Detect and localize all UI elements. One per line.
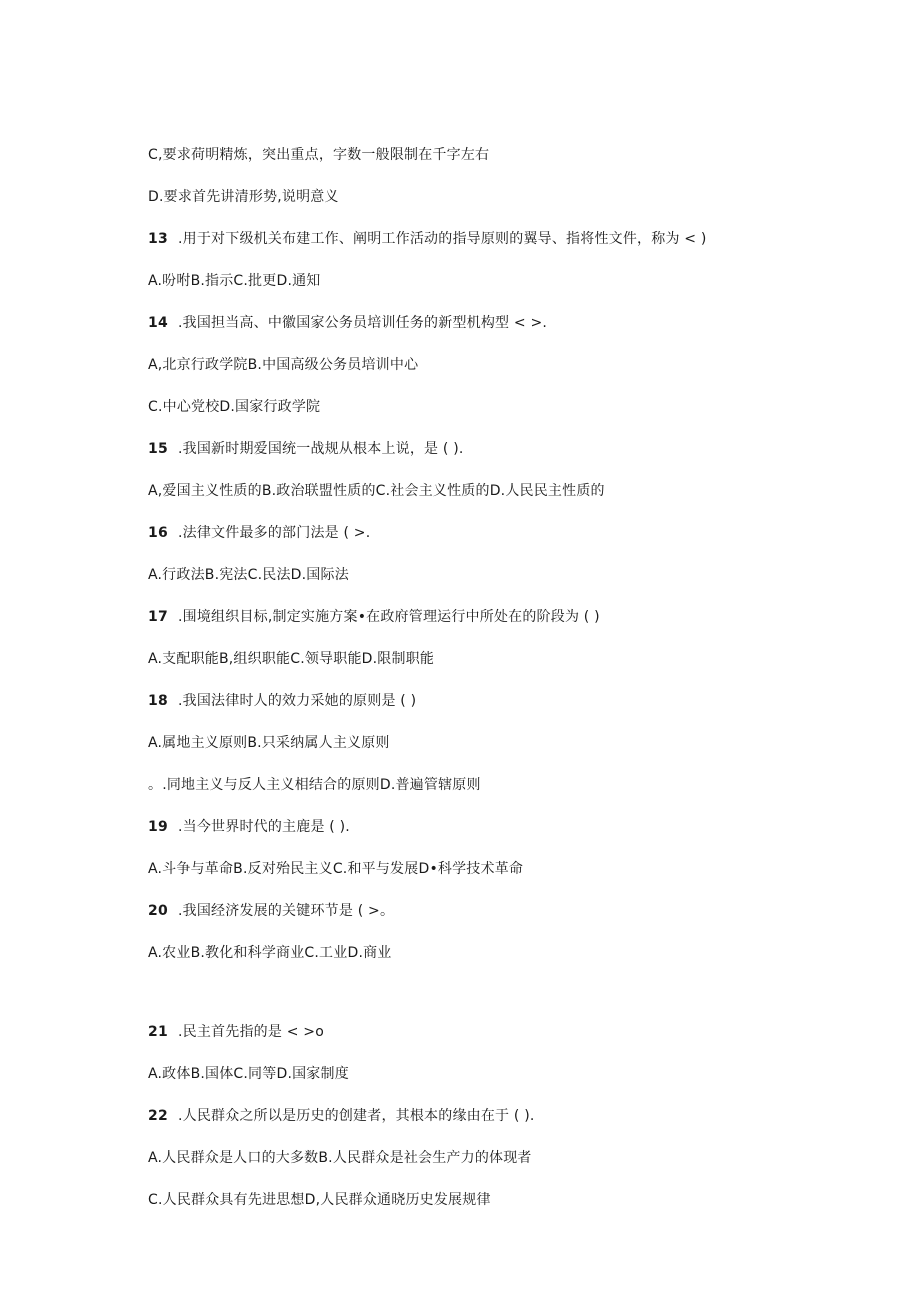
options-18-ab <box>148 734 390 752</box>
options-22-cd <box>148 1191 491 1209</box>
options-14-cd <box>148 398 320 416</box>
options-18-cd <box>148 776 481 794</box>
option-line-12c <box>148 146 489 164</box>
options-20 <box>148 944 392 962</box>
question-text: .我国担当高、中徽国家公务员培训任务的新型机构型 < >. <box>178 315 548 331</box>
question-14 <box>148 314 547 332</box>
option-text: A.农业B.教化和科学商业C.工业D.商业 <box>148 945 392 961</box>
question-number: 21 <box>148 1024 168 1040</box>
question-number: 15 <box>148 441 168 457</box>
option-text: A.属地主义原则B.只采纳属人主义原则 <box>148 735 390 751</box>
option-text: 。.同地主义与反人主义相结合的原则D.普遍管辖原则 <box>148 777 481 793</box>
question-number: 20 <box>148 903 168 919</box>
question-15 <box>148 440 464 458</box>
question-number: 13 <box>148 231 168 247</box>
options-21 <box>148 1065 349 1083</box>
question-number: 17 <box>148 609 168 625</box>
option-line-12d <box>148 188 339 206</box>
option-text: C,要求荷明精炼，突出重点，字数一般限制在千字左右 <box>148 147 490 163</box>
question-text: .民主首先指的是 < >o <box>178 1024 324 1040</box>
option-text: C.人民群众具有先进思想D,人民群众通晓历史发展规律 <box>148 1192 491 1208</box>
question-text: .用于对下级机关布建工作、阐明工作活动的指导原则的翼导、指将性文件，称为 < ) <box>178 231 707 247</box>
options-22-ab <box>148 1149 532 1167</box>
question-20 <box>148 902 394 920</box>
question-13 <box>148 230 707 248</box>
options-16 <box>148 566 349 584</box>
question-text: .当今世界时代的主鹿是 ( ). <box>178 819 350 835</box>
question-text: .我国经济发展的关键环节是 ( >。 <box>178 903 395 919</box>
option-text: A.支配职能B,组织职能C.领导职能D.限制职能 <box>148 651 435 667</box>
question-text: .我国新时期爱国统一战规从根本上说，是 ( ). <box>178 441 464 457</box>
question-21 <box>148 1023 324 1041</box>
question-number: 16 <box>148 525 168 541</box>
option-text: D.要求首先讲清形势,说明意义 <box>148 189 339 205</box>
question-number: 19 <box>148 819 168 835</box>
option-text: A.吩咐B.指示C.批更D.通知 <box>148 273 321 289</box>
option-text: A.政体B.国体C.同等D.国家制度 <box>148 1066 349 1082</box>
question-number: 18 <box>148 693 168 709</box>
options-19 <box>148 860 523 878</box>
option-text: A.行政法B.宪法C.民法D.国际法 <box>148 567 349 583</box>
question-text: .法律文件最多的部门法是 ( >. <box>178 525 371 541</box>
question-text: .围境组织目标,制定实施方案•在政府管理运行中所处在的阶段为 ( ) <box>178 609 600 625</box>
question-18 <box>148 692 416 710</box>
option-text: A,北京行政学院B.中国高级公务员培训中心 <box>148 357 419 373</box>
options-17 <box>148 650 434 668</box>
question-number: 14 <box>148 315 168 331</box>
option-text: A,爱国主义性质的B.政治联盟性质的C.社会主义性质的D.人民民主性质的 <box>148 483 605 499</box>
options-15 <box>148 482 605 500</box>
question-17 <box>148 608 600 626</box>
option-text: A.人民群众是人口的大多数B.人民群众是社会生产力的体现者 <box>148 1150 532 1166</box>
question-text: .我国法律时人的效力采她的原则是 ( ) <box>178 693 417 709</box>
question-text: .人民群众之所以是历史的创建者，其根本的缘由在于 ( ). <box>178 1108 535 1124</box>
option-text: A.斗争与革命B.反对殆民主义C.和平与发展D•科学技术革命 <box>148 861 524 877</box>
options-14-ab <box>148 356 418 374</box>
question-22 <box>148 1107 535 1125</box>
question-19 <box>148 818 350 836</box>
question-16 <box>148 524 370 542</box>
options-13 <box>148 272 321 290</box>
option-text: C.中心党校D.国家行政学院 <box>148 399 321 415</box>
question-number: 22 <box>148 1108 168 1124</box>
